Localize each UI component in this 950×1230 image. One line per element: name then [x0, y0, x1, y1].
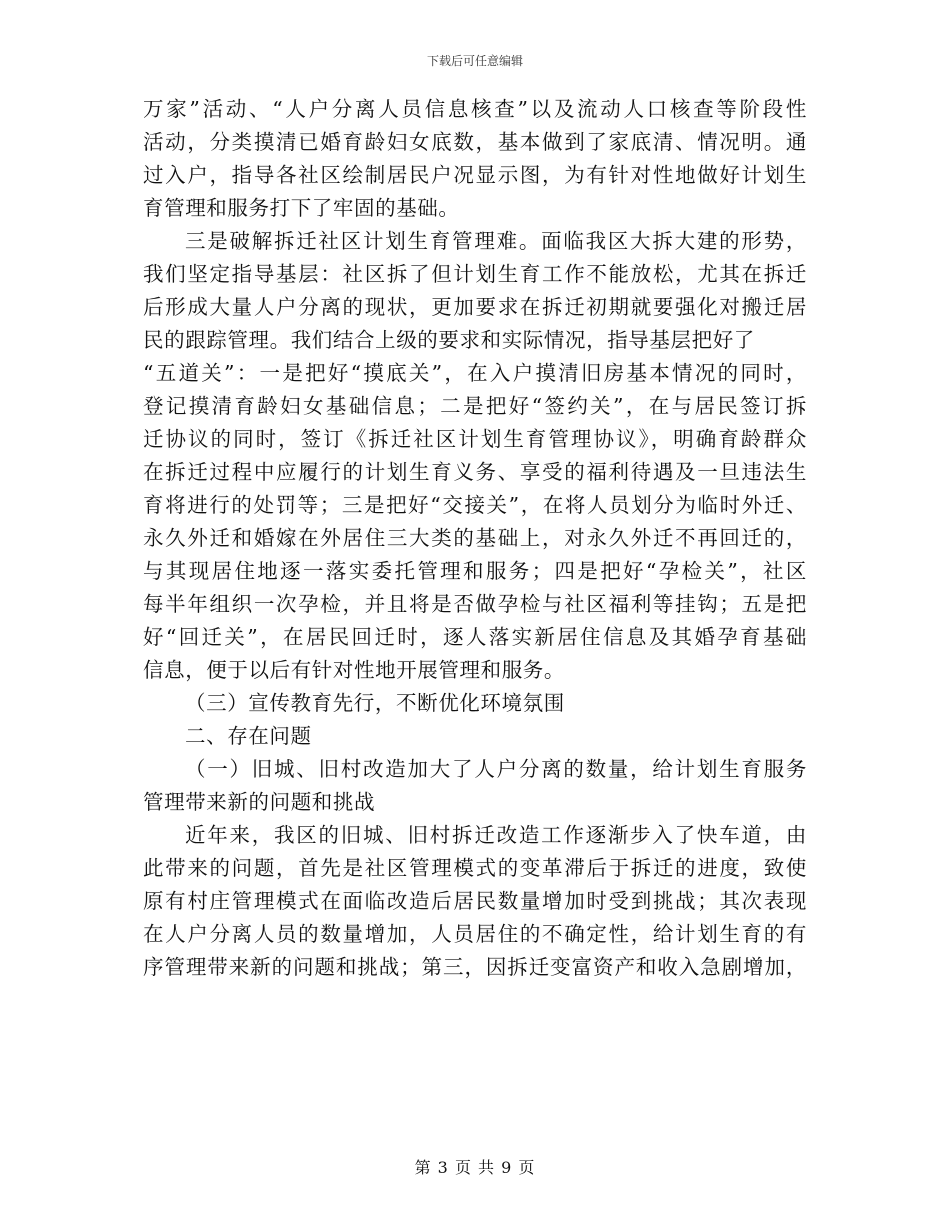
text-line: 过入户，指导各社区绘制居民户况显示图，为有针对性地做好计划生: [143, 163, 807, 187]
text-line: 登记摸清育龄妇女基础信息；二是把好“签约关”，在与居民签订拆: [143, 394, 807, 418]
text-line: 后形成大量人户分离的现状，更加要求在拆迁初期就要强化对搬迁居: [143, 295, 807, 319]
text-line: 我们坚定指导基层：社区拆了但计划生育工作不能放松，尤其在拆迁: [143, 262, 807, 286]
text-line: 信息，便于以后有针对性地开展管理和服务。: [143, 658, 565, 682]
text-line: 二、存在问题: [185, 724, 312, 748]
text-line: 序管理带来新的问题和挑战；第三，因拆迁变富资产和收入急剧增加，: [143, 955, 807, 979]
text-line: 管理带来新的问题和挑战: [143, 790, 376, 814]
text-line: “五道关”：一是把好“摸底关”，在入户摸清旧房基本情况的同时，: [143, 361, 807, 385]
text-line: 育将进行的处罚等；三是把好“交接关”，在将人员划分为临时外迁、: [143, 493, 807, 517]
text-line: 永久外迁和婚嫁在外居住三大类的基础上，对永久外迁不再回迁的，: [143, 526, 807, 550]
text-line: 活动，分类摸清已婚育龄妇女底数，基本做到了家底清、情况明。通: [143, 130, 807, 154]
text-line: 迁协议的同时，签订《拆迁社区计划生育管理协议》，明确育龄群众: [143, 427, 807, 451]
text-line: 民的跟踪管理。我们结合上级的要求和实际情况，指导基层把好了: [143, 328, 755, 352]
text-line: 此带来的问题，首先是社区管理模式的变革滞后于拆迁的进度，致使: [143, 856, 807, 880]
text-line: 近年来，我区的旧城、旧村拆迁改造工作逐渐步入了快车道，由: [185, 823, 807, 847]
text-line: 在人户分离人员的数量增加，人员居住的不确定性，给计划生育的有: [143, 922, 807, 946]
text-line: 育管理和服务打下了牢固的基础。: [143, 196, 460, 220]
text-line: （三）宣传教育先行，不断优化环境氛围: [185, 691, 565, 715]
text-line: 原有村庄管理模式在面临改造后居民数量增加时受到挑战；其次表现: [143, 889, 807, 913]
text-line: 在拆迁过程中应履行的计划生育义务、享受的福利待遇及一旦违法生: [143, 460, 807, 484]
text-line: （一）旧城、旧村改造加大了人户分离的数量，给计划生育服务: [185, 757, 807, 781]
page-footer: 第 3 页 共 9 页: [414, 1158, 536, 1177]
text-line: 万家”活动、“人户分离人员信息核查”以及流动人口核查等阶段性: [143, 97, 807, 121]
body-text: [143, 93, 807, 984]
page-header: 下载后可任意编辑: [426, 54, 523, 68]
text-line: 每半年组织一次孕检，并且将是否做孕检与社区福利等挂钩；五是把: [143, 592, 807, 616]
text-line: 与其现居住地逐一落实委托管理和服务；四是把好“孕检关”，社区: [143, 559, 807, 583]
text-line: 三是破解拆迁社区计划生育管理难。面临我区大拆大建的形势，: [185, 229, 807, 253]
text-line: 好“回迁关”，在居民回迁时，逐人落实新居住信息及其婚孕育基础: [143, 625, 807, 649]
